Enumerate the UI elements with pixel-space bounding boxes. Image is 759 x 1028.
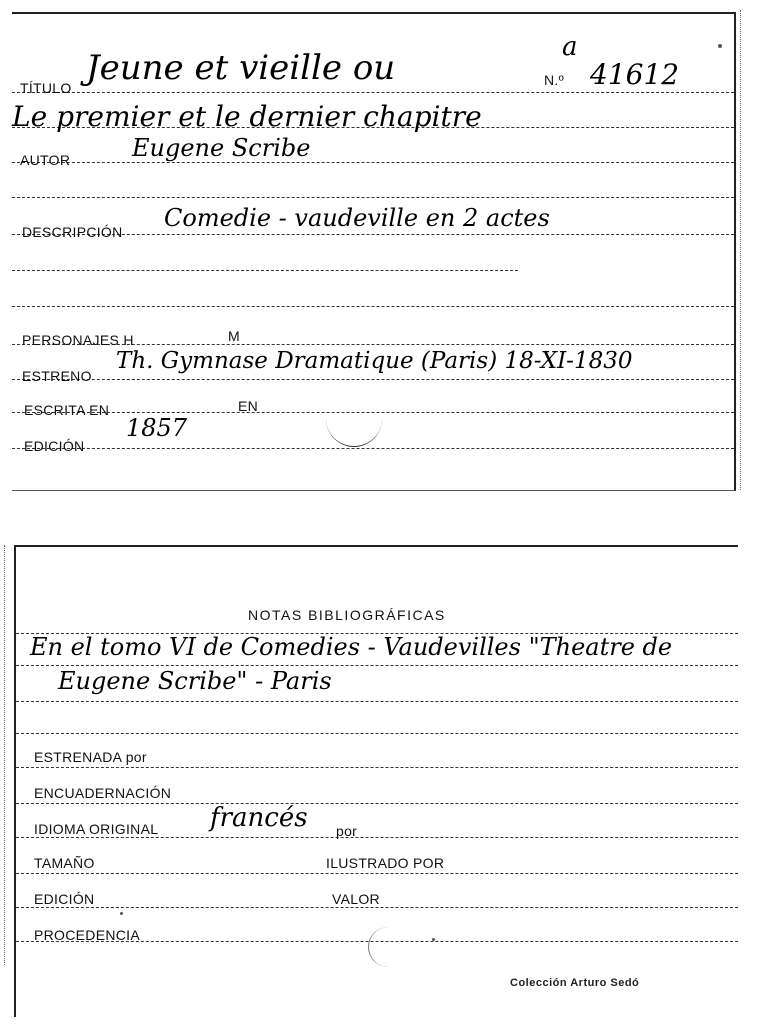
notas-heading: NOTAS BIBLIOGRÁFICAS	[248, 607, 446, 623]
field-rule	[12, 379, 734, 380]
card-notch	[368, 927, 429, 967]
catalog-card-front	[12, 12, 736, 491]
notas-line2: Eugene Scribe" - Paris	[58, 667, 332, 695]
field-rule	[12, 412, 734, 413]
field-rule	[12, 270, 518, 271]
field-rule	[12, 92, 734, 93]
coleccion-stamp: Colección Arturo Sedó	[510, 977, 640, 989]
titulo-label: TÍTULO	[20, 80, 72, 96]
idioma-por-label: por	[336, 823, 358, 839]
estreno-label: ESTRENO	[22, 368, 92, 384]
numero-superscript: a	[562, 32, 578, 62]
field-rule	[16, 803, 738, 804]
field-rule	[16, 733, 738, 734]
field-rule	[12, 162, 734, 163]
field-rule	[16, 873, 738, 874]
scan-speck	[432, 938, 435, 941]
encuadernacion-label: ENCUADERNACIÓN	[34, 785, 172, 801]
procedencia-label: PROCEDENCIA	[34, 927, 140, 943]
estrenada-label: ESTRENADA por	[34, 749, 147, 765]
card-notch	[326, 418, 382, 447]
edicion2-label: EDICIÓN	[34, 891, 95, 907]
edicion-value: 1857	[126, 414, 188, 442]
idioma-value: francés	[210, 803, 308, 833]
field-rule	[16, 837, 738, 838]
descripcion-label: DESCRIPCIÓN	[22, 224, 123, 240]
ilustrado-label: ILUSTRADO POR	[326, 855, 445, 871]
scan-edge	[4, 545, 11, 965]
personajes-label: PERSONAJES H	[22, 332, 134, 348]
field-rule	[12, 306, 734, 307]
scan-speck	[120, 912, 123, 915]
titulo-line2: Le premier et le dernier chapitre	[12, 100, 482, 133]
field-rule	[16, 767, 738, 768]
field-rule	[12, 197, 734, 198]
field-rule	[12, 448, 734, 449]
autor-label: AUTOR	[20, 152, 71, 168]
descripcion-value: Comedie - vaudeville en 2 actes	[164, 204, 550, 232]
field-rule	[16, 907, 738, 908]
edicion-label: EDICIÓN	[24, 438, 85, 454]
tamano-label: TAMAÑO	[34, 855, 95, 871]
idioma-label: IDIOMA ORIGINAL	[34, 821, 159, 837]
field-rule	[16, 701, 738, 702]
escrita-en2-label: EN	[238, 398, 259, 414]
scan-edge	[740, 10, 747, 490]
autor-value: Eugene Scribe	[132, 134, 311, 162]
numero-label: N.º	[544, 72, 565, 88]
notas-line1: En el tomo VI de Comedies - Vaudevilles "Theatre de	[30, 633, 673, 661]
scan-speck	[718, 44, 722, 48]
titulo-value: Jeune et vieille ou	[86, 48, 396, 88]
catalog-card-back	[14, 545, 738, 1017]
escrita-label: ESCRITA EN	[24, 402, 110, 418]
valor-label: VALOR	[332, 891, 380, 907]
estreno-value: Th. Gymnase Dramatique (Paris) 18-XI-1830	[116, 348, 633, 374]
personajes-m-label: M	[228, 328, 240, 344]
field-rule	[16, 665, 738, 666]
numero-value: 41612	[590, 58, 680, 91]
